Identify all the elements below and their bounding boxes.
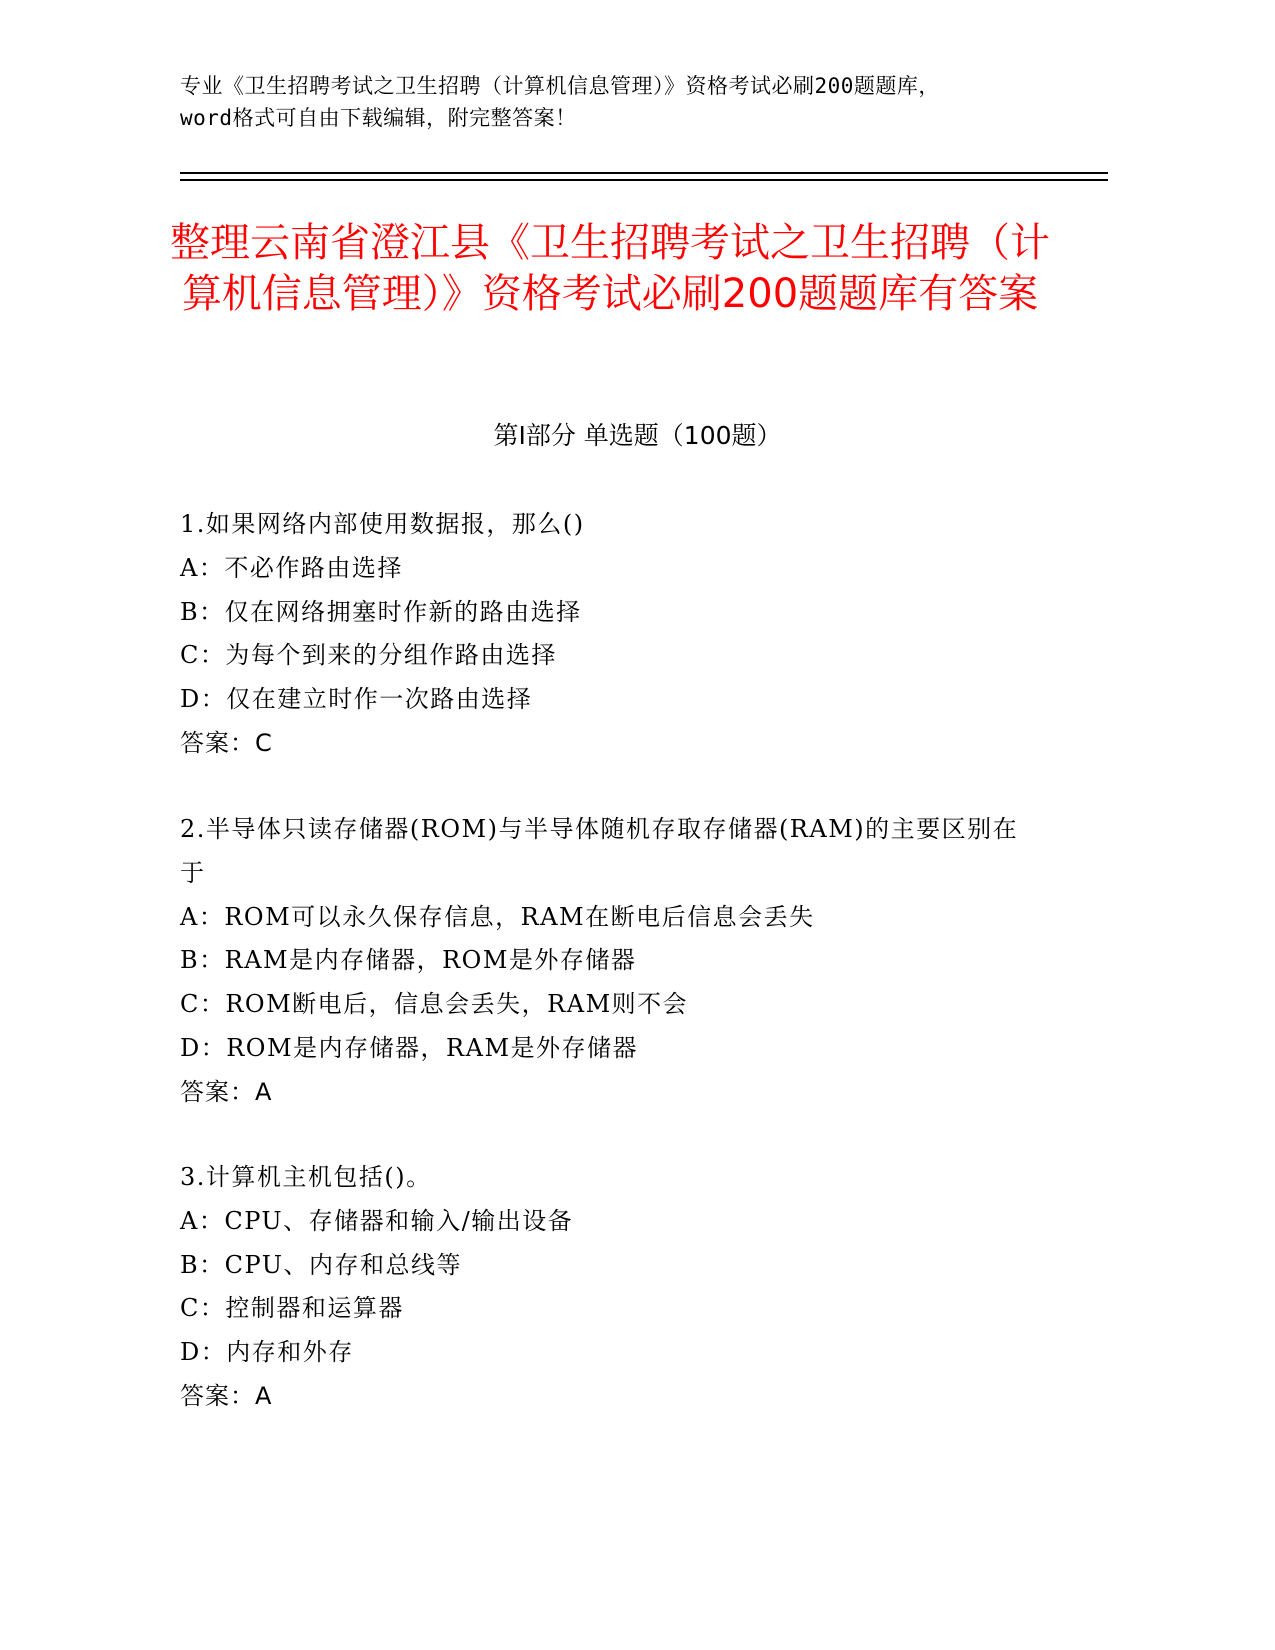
option-c: C：为每个到来的分组作路由选择: [180, 641, 557, 670]
option-b: B：CPU、内存和总线等: [180, 1250, 462, 1279]
question-1: [180, 503, 1060, 766]
question-3: [180, 1156, 1060, 1419]
document-title: 整理云南省澄江县《卫生招聘考试之卫生招聘（计算机信息管理）》资格考试必刷200题题库有答案: [170, 220, 1050, 317]
question-stem: 3.计算机主机包括()。: [180, 1163, 432, 1191]
option-d: D：ROM是内存储器，RAM是外存储器: [180, 1033, 639, 1062]
option-d: D：仅在建立时作一次路由选择: [180, 685, 533, 714]
answer-text: 答案：A: [180, 1077, 273, 1106]
option-a: A：不必作路由选择: [180, 553, 403, 582]
option-c: C：控制器和运算器: [180, 1294, 404, 1323]
section-title: 第Ⅰ部分 单选题（100题）: [493, 421, 782, 450]
option-b: B：RAM是内存储器，ROM是外存储器: [180, 946, 637, 975]
option-b: B：仅在网络拥塞时作新的路由选择: [180, 597, 582, 626]
option-c: C：ROM断电后，信息会丢失，RAM则不会: [180, 990, 689, 1019]
question-stem: 2.半导体只读存储器(ROM)与半导体随机存取存储器(RAM)的主要区别在于: [180, 815, 1019, 887]
answer-text: 答案：A: [180, 1381, 273, 1410]
header-note: [180, 70, 1080, 134]
option-d: D：内存和外存: [180, 1338, 354, 1367]
header-note-line-2: word格式可自由下载编辑，附完整答案！: [180, 106, 577, 130]
question-2: [180, 808, 1060, 1115]
option-a: A：ROM可以永久保存信息，RAM在断电后信息会丢失: [180, 902, 815, 931]
answer-text: 答案：C: [180, 728, 273, 757]
question-stem: 1.如果网络内部使用数据报，那么(): [180, 510, 585, 538]
header-divider-top: [180, 172, 1108, 174]
header-divider-bottom: [180, 179, 1108, 181]
header-note-line-1: 专业《卫生招聘考试之卫生招聘（计算机信息管理）》资格考试必刷200题题库，: [180, 74, 940, 98]
option-a: A：CPU、存储器和输入/输出设备: [180, 1206, 574, 1235]
